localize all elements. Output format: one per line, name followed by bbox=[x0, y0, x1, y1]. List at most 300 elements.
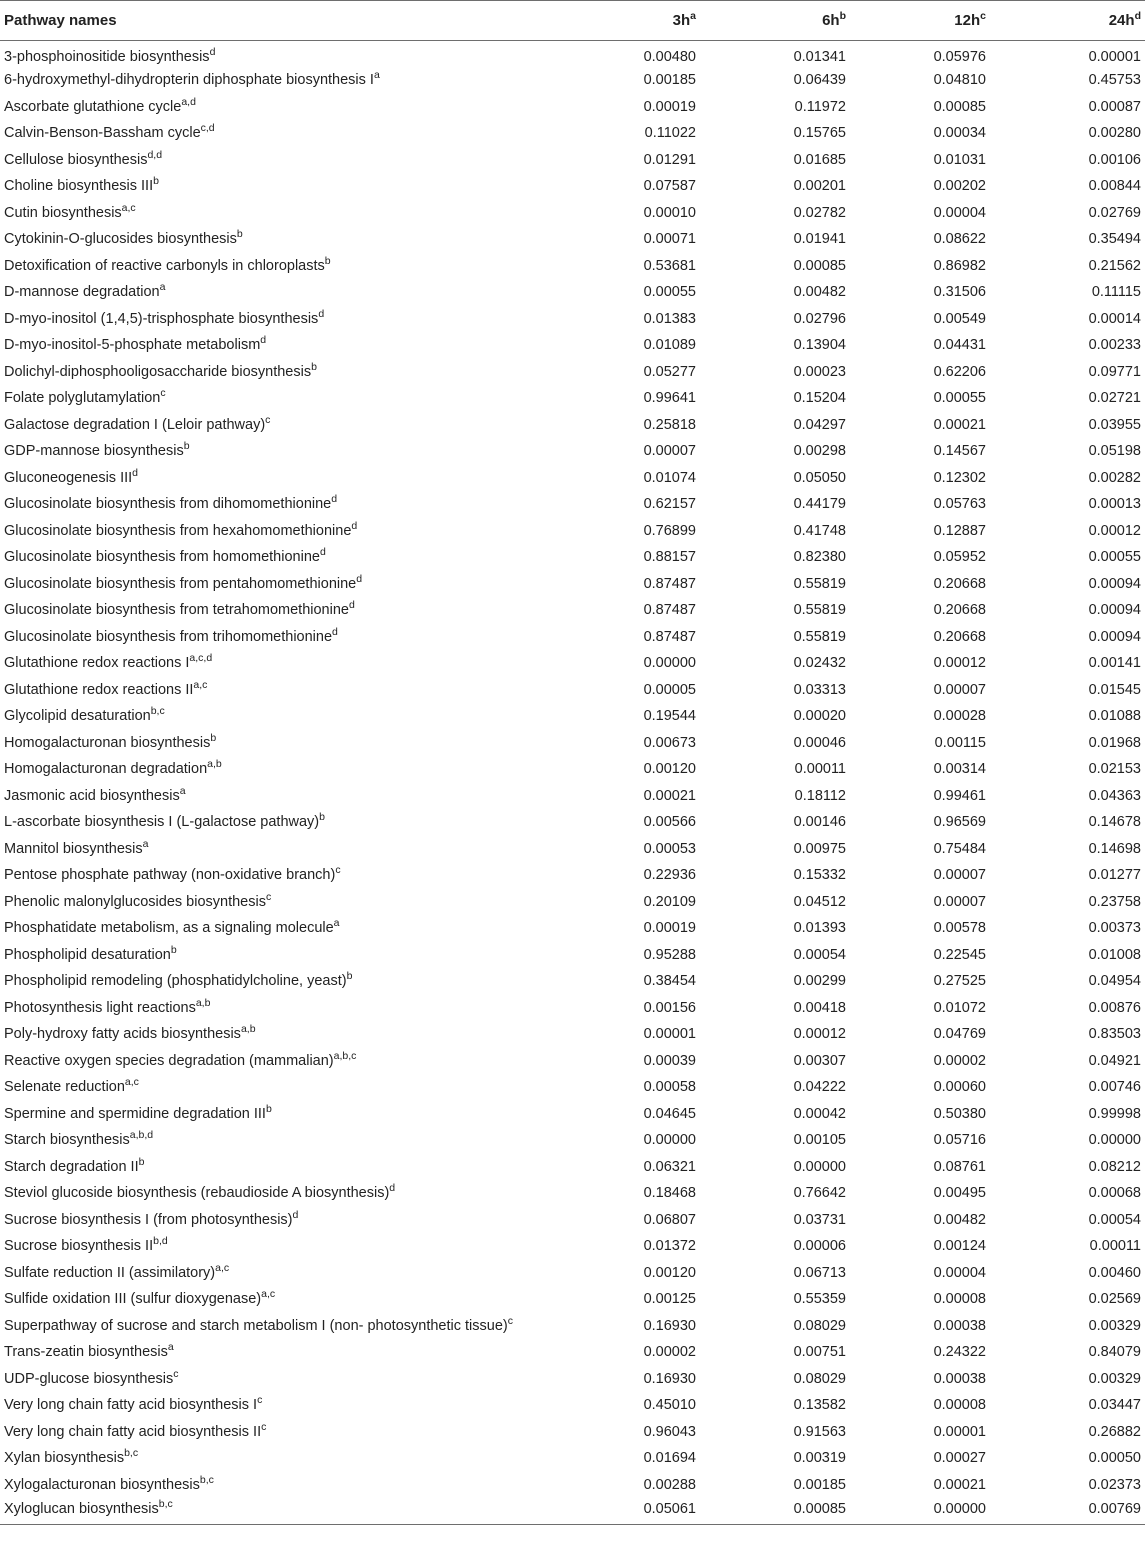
value-6h: 0.05050 bbox=[793, 469, 846, 486]
value-6h: 0.55359 bbox=[793, 1291, 846, 1308]
pathway-name-cell bbox=[0, 995, 560, 1022]
value-6h: 0.00006 bbox=[793, 1238, 846, 1255]
value-6h: 0.15332 bbox=[793, 867, 846, 884]
value-6h: 0.00023 bbox=[793, 363, 846, 380]
pathway-name-cell bbox=[0, 809, 560, 836]
value-24h: 0.00280 bbox=[1088, 125, 1141, 142]
pathway-name: Phenolic malonylglucosides biosynthesis bbox=[4, 893, 266, 910]
value-24h: 0.00011 bbox=[1089, 1238, 1141, 1255]
pathway-footnote: a,c bbox=[193, 678, 208, 691]
value-24h: 0.00373 bbox=[1088, 920, 1141, 937]
table-row bbox=[0, 1498, 1145, 1525]
value-3h: 0.00007 bbox=[643, 443, 696, 460]
value-6h: 0.08029 bbox=[793, 1317, 846, 1334]
table-row bbox=[0, 1286, 1145, 1313]
pathway-name-cell bbox=[0, 41, 560, 68]
value-3h: 0.25818 bbox=[643, 416, 696, 433]
value-12h: 0.00027 bbox=[933, 1450, 986, 1467]
table-row bbox=[0, 1127, 1145, 1154]
value-12h: 0.27525 bbox=[933, 973, 986, 990]
pathway-footnote: d bbox=[348, 599, 355, 612]
value-6h: 0.41748 bbox=[793, 522, 846, 539]
value-24h: 0.14698 bbox=[1088, 840, 1141, 857]
table-row bbox=[0, 1207, 1145, 1234]
table-row bbox=[0, 1048, 1145, 1075]
value-3h: 0.00185 bbox=[643, 72, 696, 89]
pathway-name: Galactose degradation I (Leloir pathway) bbox=[4, 416, 266, 433]
value-6h: 0.00482 bbox=[793, 284, 846, 301]
pathway-name: Xylan biosynthesis bbox=[4, 1450, 125, 1467]
pathway-name: Phosphatidate metabolism, as a signaling molecule bbox=[4, 920, 334, 937]
value-12h: 0.00001 bbox=[933, 1423, 986, 1440]
value-3h: 0.01089 bbox=[643, 337, 696, 354]
value-6h: 0.11972 bbox=[794, 98, 846, 115]
value-12h: 0.75484 bbox=[933, 840, 986, 857]
value-3h: 0.62157 bbox=[643, 496, 696, 513]
value-24h: 0.04954 bbox=[1088, 973, 1141, 990]
value-3h: 0.00019 bbox=[643, 920, 696, 937]
table-row bbox=[0, 385, 1145, 412]
pathway-footnote: d bbox=[332, 625, 338, 638]
value-24h: 0.08212 bbox=[1088, 1158, 1141, 1175]
value-12h: 0.24322 bbox=[933, 1344, 986, 1361]
header-pathway-names: Pathway names bbox=[0, 1, 560, 41]
pathway-name-cell bbox=[0, 385, 560, 412]
value-3h: 0.00058 bbox=[643, 1079, 696, 1096]
value-3h: 0.76899 bbox=[643, 522, 696, 539]
pathway-name-cell bbox=[0, 412, 560, 439]
value-12h: 0.14567 bbox=[933, 443, 986, 460]
value-12h: 0.04769 bbox=[933, 1026, 986, 1043]
value-12h: 0.62206 bbox=[933, 363, 986, 380]
pathway-name-cell bbox=[0, 677, 560, 704]
value-12h: 0.00482 bbox=[933, 1211, 986, 1228]
pathway-footnote: d bbox=[132, 466, 139, 479]
value-24h: 0.00068 bbox=[1088, 1185, 1141, 1202]
header-24h-sup: d bbox=[1134, 10, 1141, 22]
pathway-footnote: b bbox=[311, 360, 317, 373]
value-24h: 0.02769 bbox=[1088, 204, 1141, 221]
pathway-footnote: a,b bbox=[240, 1023, 256, 1036]
pathway-footnote: a,d bbox=[181, 95, 196, 108]
value-24h: 0.83503 bbox=[1088, 1026, 1141, 1043]
pathway-name-cell bbox=[0, 332, 560, 359]
value-3h: 0.16930 bbox=[643, 1317, 696, 1334]
pathway-name: D-myo-inositol-5-phosphate metabolism bbox=[4, 337, 261, 354]
value-3h: 0.05277 bbox=[643, 363, 696, 380]
value-24h: 0.84079 bbox=[1088, 1344, 1141, 1361]
value-24h: 0.09771 bbox=[1088, 363, 1141, 380]
value-12h: 0.00549 bbox=[933, 310, 986, 327]
table-row bbox=[0, 1445, 1145, 1472]
value-6h: 0.00146 bbox=[793, 814, 846, 831]
value-6h: 0.01685 bbox=[793, 151, 846, 168]
pathway-name: Cytokinin-O-glucosides biosynthesis bbox=[4, 231, 237, 248]
table-row bbox=[0, 836, 1145, 863]
value-6h: 0.55819 bbox=[793, 628, 846, 645]
value-3h: 0.00055 bbox=[643, 284, 696, 301]
value-12h: 0.00004 bbox=[933, 1264, 986, 1281]
pathway-name: Starch biosynthesis bbox=[4, 1132, 130, 1149]
value-24h: 0.02721 bbox=[1088, 390, 1141, 407]
pathway-name: Very long chain fatty acid biosynthesis II bbox=[4, 1423, 262, 1440]
pathway-name-cell bbox=[0, 1207, 560, 1234]
pathway-footnote: a,c bbox=[261, 1288, 276, 1301]
pathway-name: Glucosinolate biosynthesis from trihomomethionine bbox=[4, 628, 333, 645]
pathway-name: Phospholipid desaturation bbox=[4, 946, 171, 963]
value-3h: 0.00288 bbox=[643, 1476, 696, 1493]
pathway-name: Steviol glucoside biosynthesis (rebaudioside A biosynthesis) bbox=[4, 1185, 390, 1202]
pathway-name-cell bbox=[0, 1233, 560, 1260]
value-12h: 0.00008 bbox=[933, 1397, 986, 1414]
table-row bbox=[0, 94, 1145, 121]
pathway-footnote: a,b bbox=[195, 996, 211, 1009]
value-12h: 0.04431 bbox=[933, 337, 986, 354]
pathway-footnote: d bbox=[318, 307, 325, 320]
table-row bbox=[0, 67, 1145, 94]
pathway-footnote: a bbox=[142, 837, 149, 850]
value-3h: 0.00480 bbox=[643, 49, 696, 65]
pathway-name: Glutathione redox reactions II bbox=[4, 681, 194, 698]
pathway-name: Sulfate reduction II (assimilatory) bbox=[4, 1264, 216, 1281]
pathway-name-cell bbox=[0, 1392, 560, 1419]
table-row bbox=[0, 783, 1145, 810]
value-24h: 0.00050 bbox=[1088, 1450, 1141, 1467]
value-3h: 0.00156 bbox=[643, 999, 696, 1016]
table-row bbox=[0, 889, 1145, 916]
value-3h: 0.01383 bbox=[643, 310, 696, 327]
value-3h: 0.87487 bbox=[643, 575, 696, 592]
value-3h: 0.11022 bbox=[644, 125, 696, 142]
value-6h: 0.13904 bbox=[793, 337, 846, 354]
value-6h: 0.00042 bbox=[793, 1105, 846, 1122]
value-3h: 0.01291 bbox=[643, 151, 696, 168]
pathway-name: 6-hydroxymethyl-dihydropterin diphosphate biosynthesis I bbox=[4, 72, 374, 89]
table-row bbox=[0, 226, 1145, 253]
pathway-name: Calvin-Benson-Bassham cycle bbox=[4, 125, 201, 142]
pathway-footnote: a,b,c bbox=[333, 1049, 357, 1062]
pathway-name-cell bbox=[0, 465, 560, 492]
value-12h: 0.00055 bbox=[933, 390, 986, 407]
value-3h: 0.05061 bbox=[560, 1498, 700, 1525]
pathway-footnote: c bbox=[335, 864, 341, 877]
pathway-name: Ascorbate glutathione cycle bbox=[4, 98, 182, 115]
table-row bbox=[0, 1392, 1145, 1419]
value-6h: 0.13582 bbox=[793, 1397, 846, 1414]
pathway-footnote: a bbox=[333, 917, 340, 930]
pathway-name: Superpathway of sucrose and starch metabolism I (non- photosynthetic tissue) bbox=[4, 1317, 508, 1334]
header-3h-label: 3h bbox=[672, 12, 691, 29]
header-3h-sup: a bbox=[690, 10, 696, 22]
value-3h: 0.00566 bbox=[643, 814, 696, 831]
pathway-footnote: b bbox=[324, 254, 331, 267]
value-3h: 0.01694 bbox=[643, 1450, 696, 1467]
value-3h: 0.95288 bbox=[643, 946, 696, 963]
header-12h bbox=[850, 1, 990, 41]
pathway-footnote: b bbox=[319, 811, 325, 824]
pathway-footnote: c bbox=[261, 1420, 267, 1433]
value-24h: 0.00094 bbox=[1088, 602, 1141, 619]
value-24h: 0.00087 bbox=[1088, 98, 1141, 115]
table-row bbox=[0, 942, 1145, 969]
pathway-footnote: a bbox=[179, 784, 186, 797]
value-3h: 0.00021 bbox=[643, 787, 696, 804]
value-3h: 0.87487 bbox=[643, 602, 696, 619]
pathway-name: Glucosinolate biosynthesis from homomethionine bbox=[4, 549, 320, 566]
value-6h: 0.18112 bbox=[794, 787, 846, 804]
pathway-name-cell bbox=[0, 730, 560, 757]
value-12h: 0.00004 bbox=[933, 204, 986, 221]
value-6h: 0.06439 bbox=[793, 72, 846, 89]
pathway-name-cell bbox=[0, 624, 560, 651]
value-12h: 0.00002 bbox=[933, 1052, 986, 1069]
value-12h: 0.00007 bbox=[933, 681, 986, 698]
value-12h: 0.00495 bbox=[933, 1185, 986, 1202]
pathway-footnote: d bbox=[389, 1182, 396, 1195]
value-12h: 0.20668 bbox=[933, 575, 986, 592]
pathway-name-cell bbox=[0, 544, 560, 571]
pathway-name: Jasmonic acid biosynthesis bbox=[4, 787, 180, 804]
value-24h: 0.35494 bbox=[1088, 231, 1141, 248]
value-3h: 0.96043 bbox=[643, 1423, 696, 1440]
value-6h: 0.04222 bbox=[793, 1079, 846, 1096]
pathway-footnote: d bbox=[260, 334, 267, 347]
pathway-footnote: d bbox=[356, 572, 363, 585]
value-24h: 0.00746 bbox=[1088, 1079, 1141, 1096]
value-12h: 0.12887 bbox=[933, 522, 986, 539]
pathway-name-cell bbox=[0, 597, 560, 624]
value-6h: 0.15204 bbox=[793, 390, 846, 407]
value-6h: 0.04512 bbox=[793, 893, 846, 910]
pathway-name: Phospholipid remodeling (phosphatidylcholine, yeast) bbox=[4, 973, 347, 990]
value-24h: 0.00233 bbox=[1088, 337, 1141, 354]
value-3h: 0.00019 bbox=[643, 98, 696, 115]
value-3h: 0.00071 bbox=[643, 231, 696, 248]
value-24h: 0.00329 bbox=[1088, 1370, 1141, 1387]
value-24h: 0.11115 bbox=[1091, 284, 1141, 301]
value-24h: 0.00844 bbox=[1088, 178, 1141, 195]
value-3h: 0.00673 bbox=[643, 734, 696, 751]
value-3h: 0.22936 bbox=[643, 867, 696, 884]
table-row bbox=[0, 1180, 1145, 1207]
table-row bbox=[0, 1419, 1145, 1446]
pathway-name: Dolichyl-diphosphooligosaccharide biosynthesis bbox=[4, 363, 312, 380]
pathway-name-cell bbox=[0, 836, 560, 863]
value-6h: 0.06713 bbox=[793, 1264, 846, 1281]
value-24h: 0.23758 bbox=[1088, 893, 1141, 910]
pathway-name: Spermine and spermidine degradation III bbox=[4, 1105, 266, 1122]
value-3h: 0.38454 bbox=[643, 973, 696, 990]
value-24h: 0.02373 bbox=[1088, 1476, 1141, 1493]
pathway-name-cell bbox=[0, 438, 560, 465]
pathway-name: Xylogalacturonan biosynthesis bbox=[4, 1476, 200, 1493]
pathway-name: Trans-zeatin biosynthesis bbox=[4, 1344, 168, 1361]
value-12h: 0.01031 bbox=[933, 151, 986, 168]
value-6h: 0.15765 bbox=[793, 125, 846, 142]
value-12h: 0.22545 bbox=[933, 946, 986, 963]
pathway-name-cell bbox=[0, 359, 560, 386]
pathway-name-cell bbox=[0, 1419, 560, 1446]
pathway-name-cell bbox=[0, 1127, 560, 1154]
table-row bbox=[0, 1313, 1145, 1340]
value-12h: 0.00202 bbox=[933, 178, 986, 195]
pathway-name: D-myo-inositol (1,4,5)-trisphosphate biosynthesis bbox=[4, 310, 319, 327]
value-12h: 0.00038 bbox=[933, 1370, 986, 1387]
value-24h: 0.00055 bbox=[1088, 549, 1141, 566]
value-12h: 0.05952 bbox=[933, 549, 986, 566]
value-6h: 0.04297 bbox=[793, 416, 846, 433]
pathway-name: 3-phosphoinositide biosynthesis bbox=[4, 49, 210, 65]
pathway-name-cell bbox=[0, 968, 560, 995]
value-6h: 0.00307 bbox=[793, 1052, 846, 1069]
table-row bbox=[0, 332, 1145, 359]
value-6h: 0.00185 bbox=[793, 1476, 846, 1493]
pathway-name-cell bbox=[0, 889, 560, 916]
value-3h: 0.00125 bbox=[643, 1291, 696, 1308]
value-24h: 0.04921 bbox=[1088, 1052, 1141, 1069]
value-12h: 0.86982 bbox=[933, 257, 986, 274]
value-3h: 0.00000 bbox=[643, 1132, 696, 1149]
value-24h: 0.26882 bbox=[1088, 1423, 1141, 1440]
pathway-name: Sulfide oxidation III (sulfur dioxygenase) bbox=[4, 1291, 262, 1308]
pathway-name-cell bbox=[0, 915, 560, 942]
value-24h: 0.00013 bbox=[1088, 496, 1141, 513]
value-24h: 0.00329 bbox=[1088, 1317, 1141, 1334]
value-6h: 0.00298 bbox=[793, 443, 846, 460]
value-24h: 0.99998 bbox=[1088, 1105, 1141, 1122]
value-3h: 0.87487 bbox=[643, 628, 696, 645]
value-6h: 0.03313 bbox=[793, 681, 846, 698]
value-12h: 0.08761 bbox=[933, 1158, 986, 1175]
table-row bbox=[0, 306, 1145, 333]
header-24h bbox=[990, 1, 1145, 41]
header-6h bbox=[700, 1, 850, 41]
value-12h: 0.01072 bbox=[933, 999, 986, 1016]
pathway-name-cell bbox=[0, 173, 560, 200]
value-24h: 0.00141 bbox=[1088, 655, 1141, 672]
table-row bbox=[0, 677, 1145, 704]
pathway-footnote: b,c bbox=[124, 1447, 139, 1460]
value-12h: 0.12302 bbox=[933, 469, 986, 486]
value-24h: 0.00282 bbox=[1088, 469, 1141, 486]
pathway-name-cell bbox=[0, 94, 560, 121]
pathway-name-cell bbox=[0, 1154, 560, 1181]
value-3h: 0.00001 bbox=[643, 1026, 696, 1043]
value-24h: 0.00094 bbox=[1088, 575, 1141, 592]
value-6h: 0.55819 bbox=[793, 602, 846, 619]
pathway-name-cell bbox=[0, 1445, 560, 1472]
pathway-name: Choline biosynthesis III bbox=[4, 178, 154, 195]
value-12h: 0.00115 bbox=[934, 734, 986, 751]
table-row bbox=[0, 1074, 1145, 1101]
value-6h: 0.01393 bbox=[793, 920, 846, 937]
pathway-footnote: b bbox=[170, 943, 177, 956]
pathway-name-cell bbox=[0, 1074, 560, 1101]
value-6h: 0.02432 bbox=[793, 655, 846, 672]
value-12h: 0.05976 bbox=[933, 49, 986, 65]
value-3h: 0.53681 bbox=[643, 257, 696, 274]
table-row bbox=[0, 1021, 1145, 1048]
pathway-footnote: a,c bbox=[215, 1261, 230, 1274]
pathway-name: Sucrose biosynthesis I (from photosynthesis) bbox=[4, 1211, 293, 1228]
value-12h: 0.31506 bbox=[933, 284, 986, 301]
value-12h: 0.00007 bbox=[933, 893, 986, 910]
pathway-name: Glutathione redox reactions I bbox=[4, 655, 190, 672]
pathway-name-cell bbox=[0, 756, 560, 783]
header-3h bbox=[560, 1, 700, 41]
pathway-name-cell bbox=[0, 67, 560, 94]
table-row bbox=[0, 41, 1145, 68]
pathway-footnote: b,c bbox=[150, 705, 165, 718]
value-24h: 0.00054 bbox=[1088, 1211, 1141, 1228]
pathway-footnote: a,b bbox=[207, 758, 222, 771]
value-24h: 0.02569 bbox=[1088, 1291, 1141, 1308]
value-3h: 0.06321 bbox=[643, 1158, 696, 1175]
value-3h: 0.04645 bbox=[643, 1105, 696, 1122]
value-6h: 0.01941 bbox=[793, 231, 846, 248]
table-row bbox=[0, 756, 1145, 783]
pathway-footnote: c,d bbox=[200, 122, 215, 135]
value-24h: 0.14678 bbox=[1088, 814, 1141, 831]
pathway-name: Detoxification of reactive carbonyls in chloroplasts bbox=[4, 257, 325, 274]
pathway-name-cell bbox=[0, 783, 560, 810]
value-12h: 0.00008 bbox=[933, 1291, 986, 1308]
value-12h: 0.00021 bbox=[933, 416, 986, 433]
table-row bbox=[0, 253, 1145, 280]
pathway-name-cell bbox=[0, 200, 560, 227]
value-12h: 0.00038 bbox=[933, 1317, 986, 1334]
value-3h: 0.88157 bbox=[643, 549, 696, 566]
value-12h: 0.04810 bbox=[933, 72, 986, 89]
pathway-footnote: b bbox=[183, 440, 190, 453]
value-24h: 0.01088 bbox=[1088, 708, 1141, 725]
pathway-footnote: d bbox=[319, 546, 326, 559]
value-12h: 0.00124 bbox=[933, 1238, 986, 1255]
pathway-name: D-mannose degradation bbox=[4, 284, 160, 301]
table-row bbox=[0, 173, 1145, 200]
value-12h: 0.00314 bbox=[933, 761, 986, 778]
value-6h: 0.00105 bbox=[793, 1132, 846, 1149]
table-body bbox=[0, 41, 1145, 1525]
pathway-name-cell bbox=[0, 253, 560, 280]
pathway-name-cell bbox=[0, 1366, 560, 1393]
pathway-name: Pentose phosphate pathway (non-oxidative branch) bbox=[4, 867, 336, 884]
table-row bbox=[0, 147, 1145, 174]
table-row bbox=[0, 491, 1145, 518]
value-24h: 0.03447 bbox=[1088, 1397, 1141, 1414]
table-row bbox=[0, 624, 1145, 651]
value-24h: 0.01277 bbox=[1088, 867, 1141, 884]
pathway-name: Homogalacturonan degradation bbox=[4, 761, 208, 778]
pathway-name-cell bbox=[0, 1339, 560, 1366]
value-24h: 0.00460 bbox=[1088, 1264, 1141, 1281]
pathway-footnote: c bbox=[507, 1314, 513, 1327]
pathway-footnote: a bbox=[159, 281, 166, 294]
value-6h: 0.02782 bbox=[793, 204, 846, 221]
pathway-footnote: c bbox=[257, 1394, 263, 1407]
value-24h: 0.01545 bbox=[1088, 681, 1141, 698]
pathway-name: Glucosinolate biosynthesis from pentahomomethionine bbox=[4, 575, 357, 592]
pathway-name: Glucosinolate biosynthesis from dihomomethionine bbox=[4, 496, 332, 513]
value-12h: 0.00060 bbox=[933, 1079, 986, 1096]
value-3h: 0.00053 bbox=[643, 840, 696, 857]
table-row bbox=[0, 650, 1145, 677]
pathway-name-cell bbox=[0, 1498, 560, 1525]
table-row bbox=[0, 544, 1145, 571]
value-12h: 0.00034 bbox=[933, 125, 986, 142]
table-row bbox=[0, 1233, 1145, 1260]
table-row bbox=[0, 200, 1145, 227]
